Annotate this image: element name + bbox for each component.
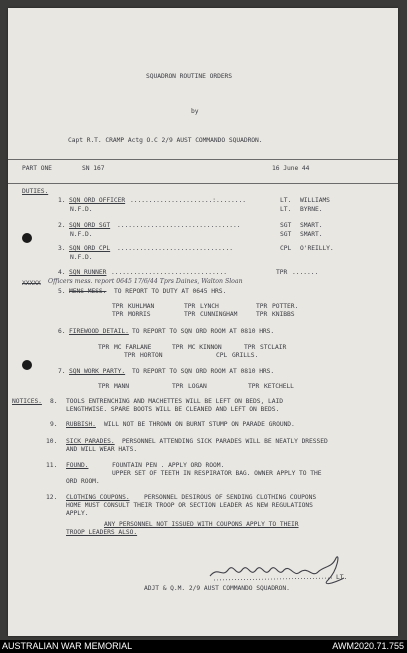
- rank: LT.: [280, 197, 292, 204]
- rank: TPR: [256, 303, 268, 310]
- name: MANN: [114, 383, 129, 390]
- rank: TPR: [256, 311, 268, 318]
- notice-line: UPPER SET OF TEETH IN RESPIRATOR BAG. OWNER APPLY TO THE: [112, 470, 322, 477]
- rank: TPR: [98, 383, 110, 390]
- duty-label: SQN ORD OFFICER: [69, 197, 126, 204]
- struck-text: XXXXX: [22, 280, 41, 287]
- rank: TPR: [276, 269, 288, 276]
- name: O'REILLY.: [300, 245, 334, 252]
- notice-line: LENGTHWISE. SPARE BOOTS WILL BE CLEANED AND LEFT ON BEDS.: [66, 406, 280, 413]
- rank: TPR: [112, 303, 124, 310]
- name: KUHLMAN: [128, 303, 155, 310]
- notice-line: APPLY.: [66, 510, 89, 517]
- name: KETCHELL: [264, 383, 294, 390]
- rank: TPR: [172, 383, 184, 390]
- item-number: 9.: [50, 421, 58, 428]
- part-label: PART ONE: [22, 165, 52, 172]
- item-number: 10.: [46, 438, 58, 445]
- item-number: 5.: [58, 288, 66, 295]
- rank: SGT: [280, 222, 292, 229]
- item-number: 3.: [58, 245, 66, 252]
- rank: TPR: [98, 344, 110, 351]
- name: KNIBBS: [272, 311, 295, 318]
- top-rule: [8, 159, 398, 160]
- leader-dots: ...............................: [117, 245, 233, 252]
- nfd-label: N.F.D.: [70, 254, 93, 261]
- name: .......: [292, 269, 319, 276]
- duty-instruction: TO REPORT TO DUTY AT 0645 HRS.: [114, 288, 227, 295]
- name: WILLIAMS: [300, 197, 330, 204]
- rank: TPR: [248, 383, 260, 390]
- duty-label: SQN ORD SGT: [69, 222, 111, 229]
- duty-label: SQN ORD CPL: [69, 245, 111, 252]
- commander-line: Capt R.T. CRAMP Actg O.C 2/9 AUST COMMANDO SQUADRON.: [68, 137, 263, 144]
- name: POTTER.: [272, 303, 299, 310]
- bottom-rule: [8, 183, 398, 184]
- name: MORRIS: [128, 311, 151, 318]
- name: SMART.: [300, 231, 323, 238]
- signature-block: ADJT & Q.M. 2/9 AUST COMMANDO SQUADRON.: [144, 585, 290, 592]
- footer-institution: AUSTRALIAN WAR MEMORIAL: [2, 641, 133, 651]
- notices-heading: NOTICES.: [12, 398, 42, 405]
- notice-line: TROOP LEADERS ALSO.: [66, 529, 138, 536]
- footer-accession: AWM2020.71.755: [332, 641, 404, 651]
- notice-line: ANY PERSONNEL NOT ISSUED WITH COUPONS APPLY TO THEIR: [104, 521, 299, 528]
- notice-line: PERSONNEL ATTENDING SICK PARADES WILL BE NEATLY DRESSED: [122, 438, 328, 445]
- notice-label: FOUND.: [66, 462, 89, 469]
- name: CUNNINGHAM: [200, 311, 238, 318]
- name: BYRNE.: [300, 206, 323, 213]
- item-number: 7.: [58, 368, 66, 375]
- duty-label: SQN RUNNER: [69, 269, 107, 276]
- leader-dots: ...............................: [111, 269, 227, 276]
- order-date: 16 June 44: [272, 165, 310, 172]
- serial-number: SN 167: [82, 165, 105, 172]
- rank: TPR: [184, 311, 196, 318]
- handwritten-note: Officers mess. report 0645 17/6/44 Tprs Daines, Walton Sloan: [48, 278, 243, 285]
- name: SMART.: [300, 222, 323, 229]
- name: GRILLS.: [232, 352, 259, 359]
- item-number: 4.: [58, 269, 66, 276]
- name: STCLAIR: [260, 344, 287, 351]
- item-number: 1.: [58, 197, 66, 204]
- rank: TPR: [244, 344, 256, 351]
- leader-dots: .................................: [117, 222, 241, 229]
- punch-hole: [22, 233, 32, 243]
- notice-label: RUBBISH.: [66, 421, 96, 428]
- notice-line: ORD ROOM.: [66, 478, 100, 485]
- footer-bar: [0, 640, 407, 653]
- duty-instruction: TO REPORT TO SQN ORD ROOM AT 0810 HRS.: [132, 368, 275, 375]
- document-title: SQUADRON ROUTINE ORDERS: [146, 73, 233, 80]
- rank: TPR: [172, 344, 184, 351]
- handwritten-signature: [204, 548, 354, 590]
- item-number: 12.: [46, 494, 58, 501]
- item-number: 6.: [58, 328, 66, 335]
- duty-label: SQN WORK PARTY.: [69, 368, 126, 375]
- rank: LT.: [280, 206, 292, 213]
- duty-instruction: TO REPORT TO SQN ORD ROOM AT 0810 HRS.: [132, 328, 275, 335]
- nfd-label: N.F.D.: [70, 231, 93, 238]
- rank: TPR: [124, 352, 136, 359]
- nfd-label: N.F.D.: [70, 206, 93, 213]
- rank: CPL: [280, 245, 292, 252]
- notice-label: CLOTHING COUPONS.: [66, 494, 130, 501]
- name: HORTON: [140, 352, 163, 359]
- item-number: 8.: [50, 398, 58, 405]
- notice-line: PERSONNEL DESIROUS OF SENDING CLOTHING COUPONS: [144, 494, 317, 501]
- name: LOGAN: [188, 383, 207, 390]
- duty-label: MENS MESS.: [69, 288, 107, 295]
- leader-dots: ......................:........: [130, 197, 246, 204]
- notice-line: AND WILL WEAR HATS.: [66, 446, 138, 453]
- notice-line: FOUNTAIN PEN . APPLY ORD ROOM.: [112, 462, 225, 469]
- notice-line: HOME MUST CONSULT THEIR TROOP OR SECTION LEADER AS NEW REGULATIONS: [66, 502, 313, 509]
- item-number: 2.: [58, 222, 66, 229]
- rank: SGT: [280, 231, 292, 238]
- duties-heading: DUTIES.: [22, 188, 49, 195]
- name: LYNCH: [200, 303, 219, 310]
- name: MC FARLANE: [114, 344, 152, 351]
- rank: TPR: [184, 303, 196, 310]
- notice-label: SICK PARADES.: [66, 438, 115, 445]
- rank: CPL: [216, 352, 228, 359]
- signature-rank: LT.: [336, 574, 348, 581]
- rank: TPR: [112, 311, 124, 318]
- name: MC KINNON: [188, 344, 222, 351]
- document-page: [8, 8, 398, 636]
- by-line: by: [191, 108, 199, 115]
- duty-label: FIREWOOD DETAIL.: [69, 328, 129, 335]
- notice-line: TOOLS ENTRENCHING AND MACHETTES WILL BE LEFT ON BEDS, LAID: [66, 398, 283, 405]
- punch-hole: [22, 360, 32, 370]
- notice-line: WILL NOT BE THROWN ON BURNT STUMP ON PARADE GROUND.: [104, 421, 295, 428]
- item-number: 11.: [46, 462, 58, 469]
